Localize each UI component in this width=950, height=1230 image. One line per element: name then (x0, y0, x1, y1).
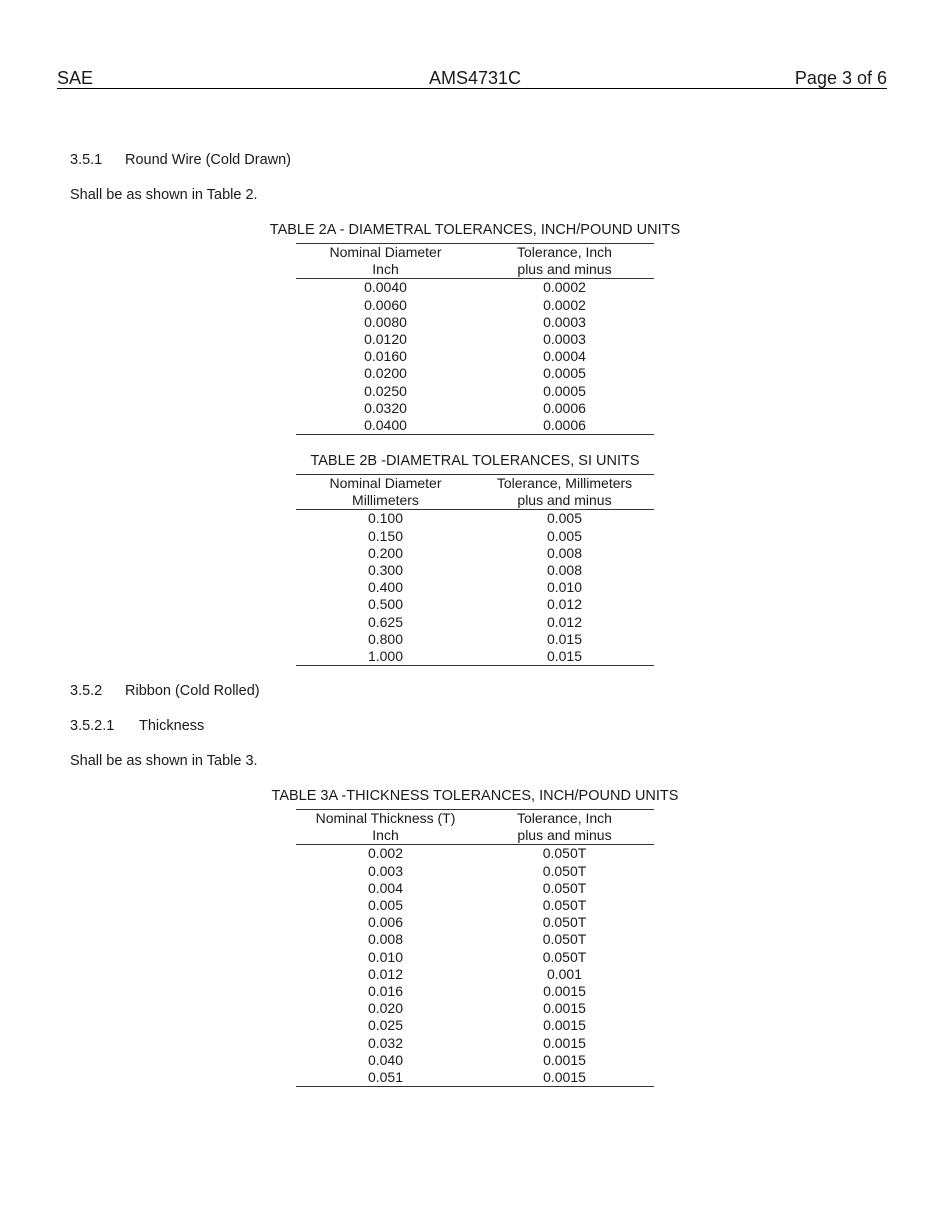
nominal-value-cell: 0.020 (367, 1000, 404, 1017)
table-row (296, 863, 654, 880)
table-row (296, 297, 654, 314)
tolerance-value-cell: 0.005 (546, 527, 583, 544)
table-row (296, 914, 654, 931)
table-row (296, 596, 654, 613)
header-org: SAE (57, 68, 94, 88)
nominal-value-cell: 0.500 (367, 596, 404, 613)
column-header: plus and minus (475, 492, 654, 510)
tolerance-value-cell: 0.0015 (475, 1069, 654, 1087)
tolerance-value-cell: 0.0006 (475, 417, 654, 435)
tolerance-value-cell: 0.0005 (543, 382, 586, 399)
tolerance-value-cell: 0.0015 (543, 1000, 586, 1017)
tolerance-value-cell: 0.0004 (543, 348, 586, 365)
table-row (296, 383, 654, 400)
nominal-value-cell: 0.016 (367, 983, 404, 1000)
nominal-value-cell: 0.0320 (364, 399, 407, 416)
table-row (296, 897, 654, 914)
nominal-value-cell: 0.0200 (364, 365, 407, 382)
nominal-value-cell: 0.0160 (364, 348, 407, 365)
nominal-value-cell: 0.004 (367, 879, 404, 896)
tolerance-value-cell: 0.015 (546, 630, 583, 647)
table-row (296, 880, 654, 897)
column-header: Nominal Thickness (T) (296, 810, 475, 828)
table-row (296, 314, 654, 331)
nominal-value-cell: 0.0120 (364, 331, 407, 348)
nominal-value-cell: 0.006 (367, 914, 404, 931)
section-number: 3.5.2.1 (70, 718, 115, 734)
section-number: 3.5.1 (70, 152, 103, 168)
tolerance-value-cell: 0.050T (542, 948, 587, 965)
table-row (296, 1035, 654, 1052)
column-header: plus and minus (475, 827, 654, 845)
tolerance-value-cell: 0.050T (542, 879, 587, 896)
nominal-value-cell: 0.400 (367, 579, 404, 596)
table-row (296, 648, 654, 666)
tolerance-value-cell: 0.005 (546, 510, 583, 527)
nominal-value-cell: 0.051 (296, 1069, 475, 1087)
table-3a-title: TABLE 3A -THICKNESS TOLERANCES, INCH/POUND UNITS (271, 788, 679, 804)
nominal-value-cell: 0.150 (367, 527, 404, 544)
nominal-value-cell: 0.300 (367, 562, 404, 579)
table-row (296, 614, 654, 631)
table-row (296, 579, 654, 596)
tolerance-value-cell: 0.008 (546, 562, 583, 579)
nominal-value-cell: 0.0080 (364, 313, 407, 330)
section-title: Thickness (139, 718, 205, 734)
tolerance-value-cell: 0.0002 (543, 279, 586, 296)
column-header: Nominal Diameter (296, 475, 475, 493)
tolerance-value-cell: 0.010 (546, 579, 583, 596)
nominal-value-cell: 0.0040 (364, 279, 407, 296)
column-header: Millimeters (296, 492, 475, 510)
column-header: Tolerance, Millimeters (475, 475, 654, 493)
header-doc-number: AMS4731C (429, 68, 522, 88)
table-row (296, 631, 654, 648)
tolerance-value-cell: 0.001 (546, 965, 583, 982)
section-3-5-1-heading (70, 151, 291, 169)
tolerance-value-cell: 0.0015 (543, 1034, 586, 1051)
nominal-value-cell: 0.005 (367, 897, 404, 914)
nominal-value-cell: 0.0400 (296, 417, 475, 435)
table-row (296, 400, 654, 417)
tolerance-value-cell: 0.008 (546, 544, 583, 561)
tolerance-value-cell: 0.0003 (543, 331, 586, 348)
table-row (296, 365, 654, 382)
table-row (296, 510, 654, 528)
nominal-value-cell: 0.032 (367, 1034, 404, 1051)
table-3a (296, 809, 654, 1087)
tolerance-value-cell: 0.0015 (543, 1017, 586, 1034)
section-title: Ribbon (Cold Rolled) (125, 683, 260, 699)
table-row (296, 983, 654, 1000)
table-row (296, 845, 654, 863)
table-row (296, 562, 654, 579)
nominal-value-cell: 0.002 (367, 845, 404, 862)
section-title: Round Wire (Cold Drawn) (125, 152, 291, 168)
column-header: Nominal Diameter (296, 244, 475, 262)
tolerance-value-cell: 0.050T (542, 931, 587, 948)
page-header (57, 68, 887, 89)
tolerance-value-cell: 0.050T (542, 845, 587, 862)
tolerance-value-cell: 0.050T (542, 862, 587, 879)
nominal-value-cell: 0.025 (367, 1017, 404, 1034)
table-2b (296, 474, 654, 666)
column-header: Tolerance, Inch (475, 810, 654, 828)
table-row (296, 1052, 654, 1069)
table-row (296, 1017, 654, 1034)
tolerance-value-cell: 0.0015 (543, 1051, 586, 1068)
tolerance-value-cell: 0.0002 (543, 296, 586, 313)
table-row (296, 1069, 654, 1087)
table-2a (296, 243, 654, 435)
tolerance-value-cell: 0.050T (542, 897, 587, 914)
table-body (296, 279, 654, 435)
table-row (296, 279, 654, 297)
table-body (296, 510, 654, 666)
section-3-5-2-1-heading (70, 717, 204, 735)
nominal-value-cell: 0.0250 (364, 382, 407, 399)
tolerance-value-cell: 0.0005 (543, 365, 586, 382)
column-header: plus and minus (475, 261, 654, 279)
table-2a-title: TABLE 2A - DIAMETRAL TOLERANCES, INCH/POUND UNITS (269, 222, 681, 238)
section-3-5-2-1-text: Shall be as shown in Table 3. (70, 753, 258, 769)
tolerance-value-cell: 0.0006 (543, 399, 586, 416)
tolerance-value-cell: 0.0015 (543, 983, 586, 1000)
nominal-value-cell: 0.008 (367, 931, 404, 948)
nominal-value-cell: 0.100 (367, 510, 404, 527)
tolerance-value-cell: 0.012 (546, 613, 583, 630)
header-page-number: Page 3 of 6 (794, 68, 887, 88)
table-row (296, 348, 654, 365)
column-header: Inch (296, 261, 475, 279)
table-row (296, 949, 654, 966)
table-body (296, 845, 654, 1087)
nominal-value-cell: 0.0060 (364, 296, 407, 313)
nominal-value-cell: 0.010 (367, 948, 404, 965)
section-3-5-2-heading (70, 682, 260, 700)
tolerance-value-cell: 0.015 (475, 648, 654, 666)
table-row (296, 966, 654, 983)
table-row (296, 528, 654, 545)
column-header: Inch (296, 827, 475, 845)
nominal-value-cell: 0.200 (367, 544, 404, 561)
table-row (296, 331, 654, 348)
column-header: Tolerance, Inch (475, 244, 654, 262)
section-3-5-1-text: Shall be as shown in Table 2. (70, 187, 258, 203)
table-row (296, 931, 654, 948)
nominal-value-cell: 0.800 (367, 630, 404, 647)
nominal-value-cell: 0.003 (367, 862, 404, 879)
nominal-value-cell: 0.625 (367, 613, 404, 630)
table-row (296, 417, 654, 435)
section-number: 3.5.2 (70, 683, 103, 699)
table-2b-title: TABLE 2B -DIAMETRAL TOLERANCES, SI UNITS (310, 453, 640, 469)
tolerance-value-cell: 0.012 (546, 596, 583, 613)
tolerance-value-cell: 0.0003 (543, 313, 586, 330)
tolerance-value-cell: 0.050T (542, 914, 587, 931)
nominal-value-cell: 0.012 (367, 965, 404, 982)
table-row (296, 1000, 654, 1017)
table-row (296, 545, 654, 562)
nominal-value-cell: 0.040 (367, 1051, 404, 1068)
nominal-value-cell: 1.000 (296, 648, 475, 666)
